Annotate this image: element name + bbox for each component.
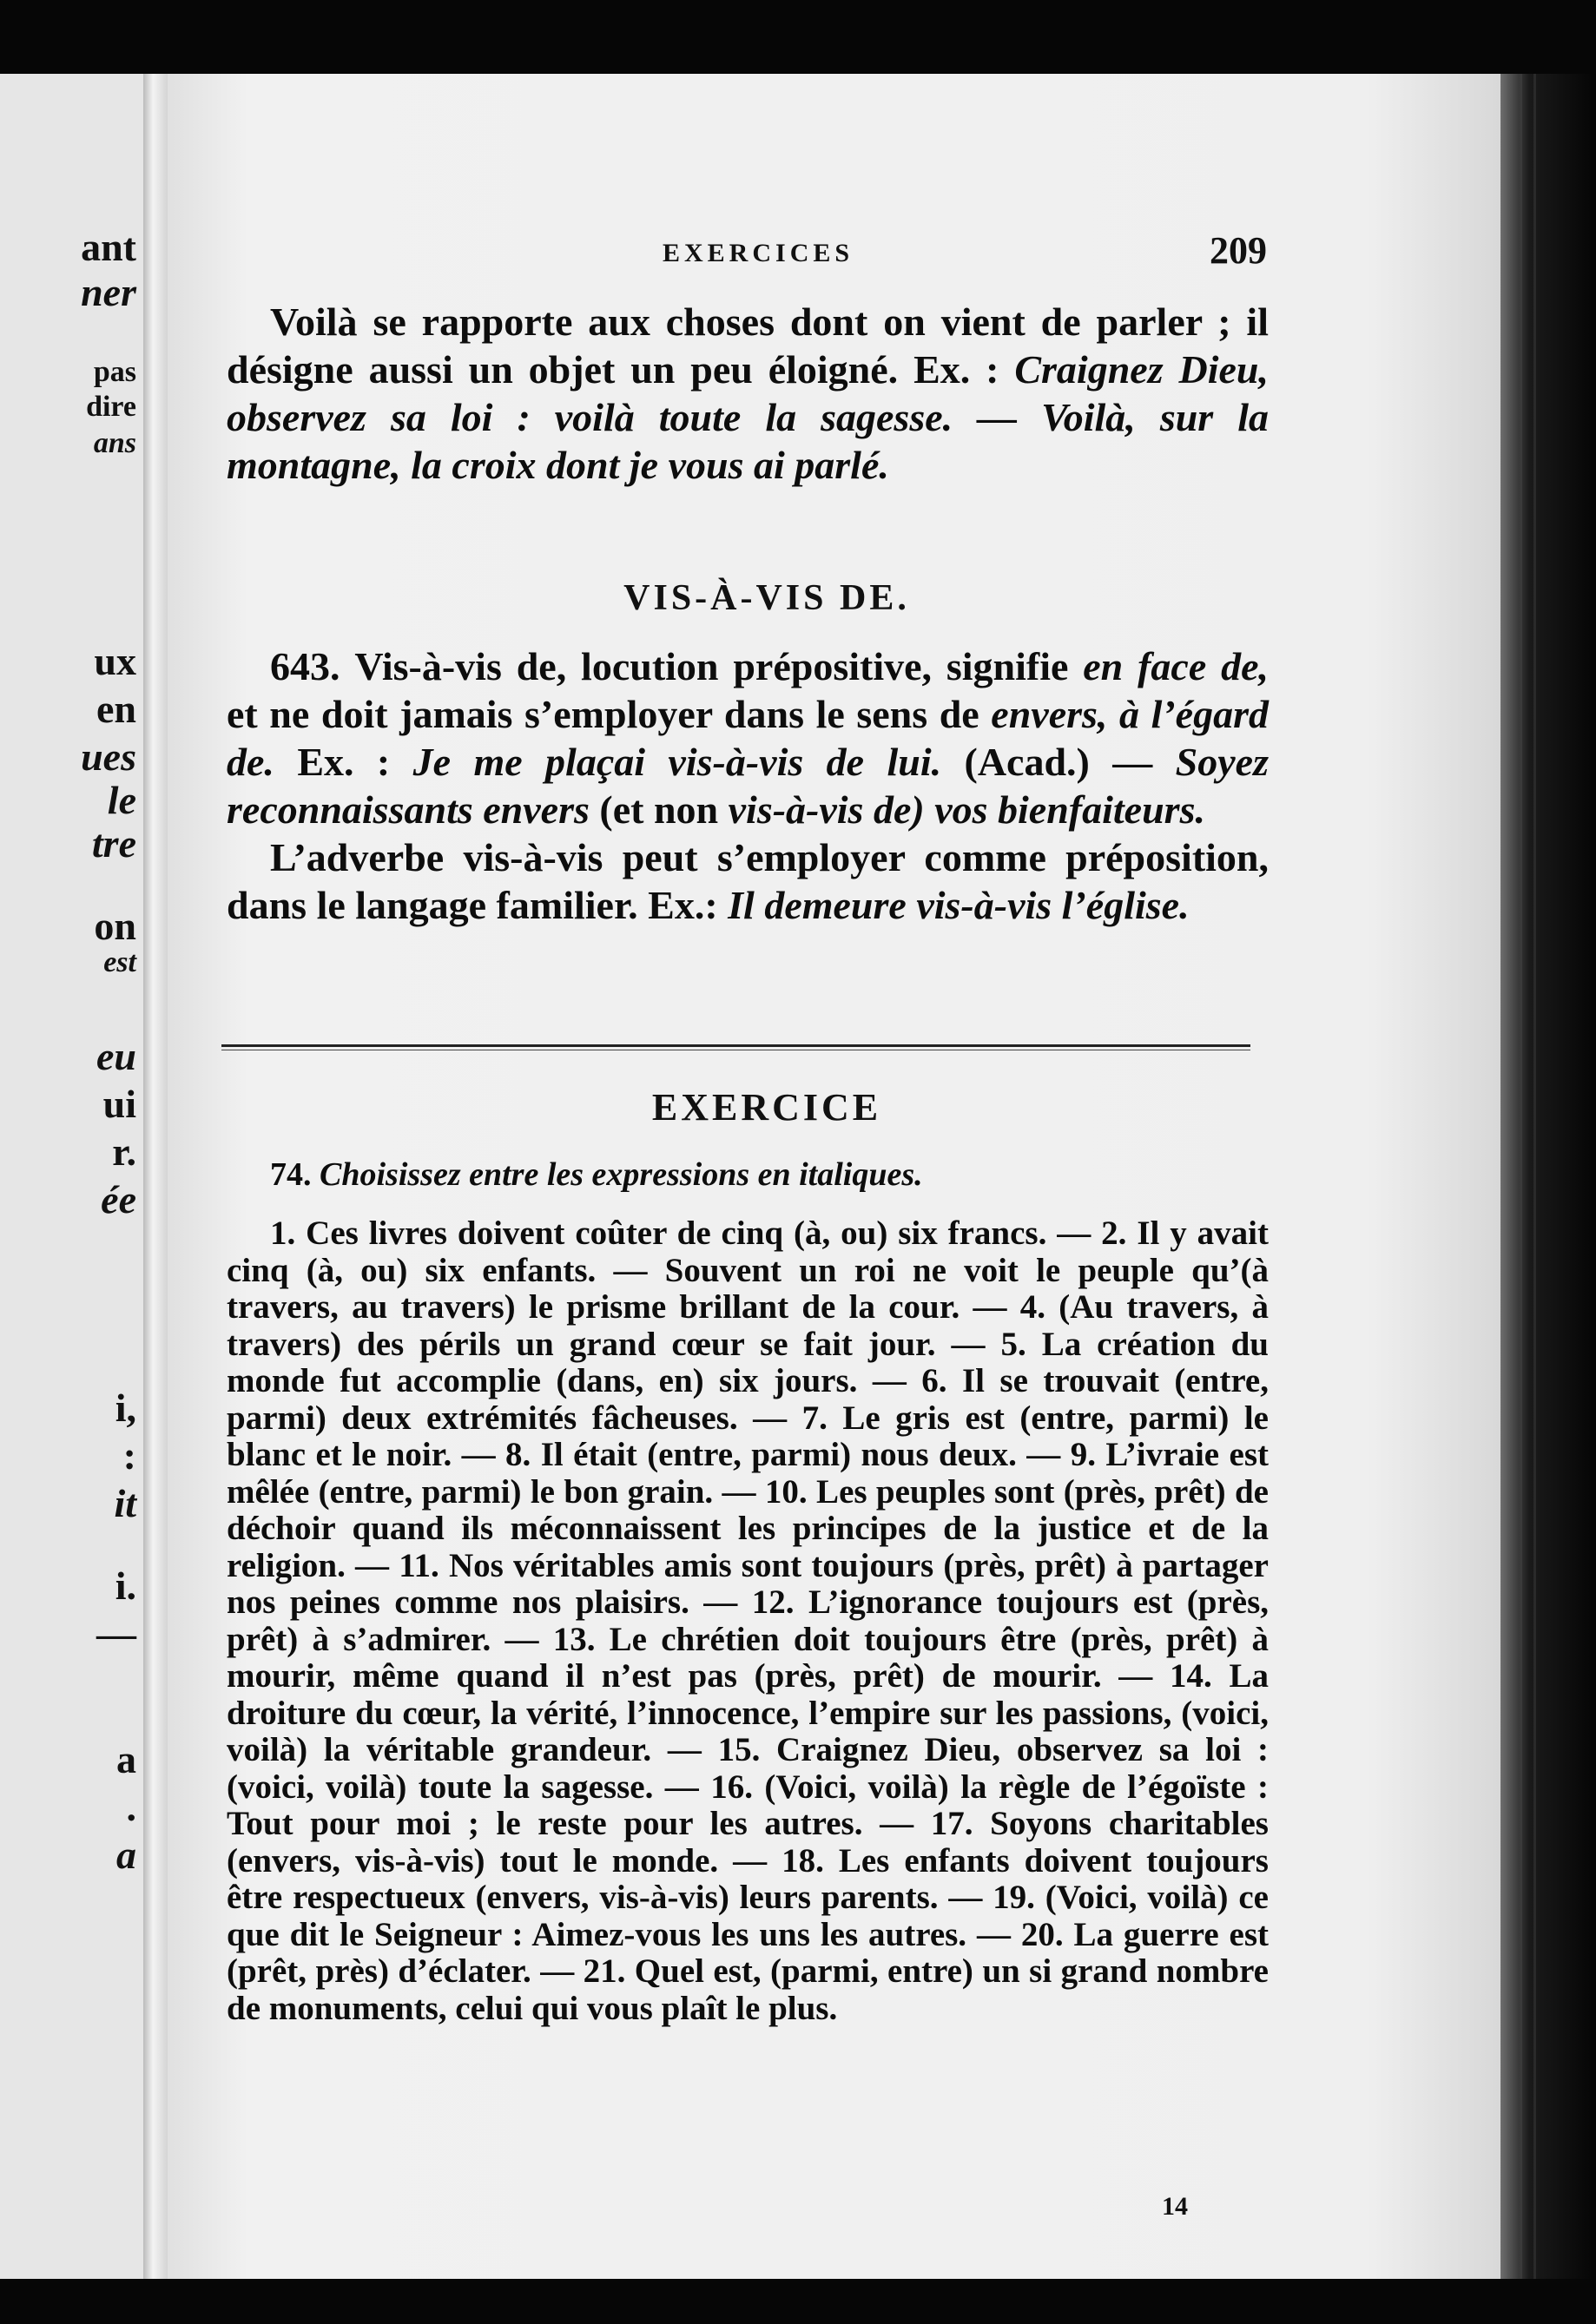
left-page-fragment: tre	[91, 821, 136, 866]
left-page-fragment: i.	[115, 1564, 136, 1608]
section-heading: VIS-À-VIS DE.	[623, 578, 910, 618]
section-em-4: Soyez reconnaissants envers	[227, 740, 1269, 832]
intro-text: se rapporte aux choses dont on vient de parler ; il désigne aussi un objet un peu éloigné. Ex. :	[227, 300, 1269, 392]
section-text-3: Ex. :	[274, 740, 413, 784]
exercise-body: 1. Ces livres doivent coûter de cinq (à, ou) six francs. — 2. Il y avait cinq (à, ou) six enfants. — Souvent un roi ne voit le peuple qu’(à travers, au travers) le prisme brillant de la cour. — 4. (Au travers, à travers) des périls un grand cœur se fait jour. — 5. La création du monde fut accomplie (dans, en) six jours. — 6. Il se trouvait (entre, parmi) deux extrémités fâcheuses. — 7. Le gris est (entre, parmi) le blanc et le noir. — 8. Il était (entre, parmi) nous deux. — 9. L’ivraie est mêlée (entre, parmi) le bon grain. — 10. Les peuples sont (près, prêt) de déchoir quand ils méconnaissent les principes de la justice et de la religion. — 11. Nos véritables amis sont toujours (près, prêt) à partager nos peines comme nos plaisirs. — 12. L’ignorance toujours est (près, prêt) à s’admirer. — 13. Le chrétien doit toujours être (près, prêt) à mourir, même quand il n’est pas (près, prêt) de mourir. — 14. La droiture du cœur, la vérité, l’innocence, l’empire sur les passions, (voici, voilà) la véritable grandeur. — 15. Craignez Dieu, observez sa loi : (voici, voilà) toute la sagesse. — 16. (Voici, voilà) la règle de l’égoïste : Tout pour moi ; le reste pour les autres. — 17. Soyons charitables (envers, vis-à-vis) tout le monde. — 18. Les enfants doivent toujours être respectueux (envers, vis-à-vis) leurs parents. — 19. (Voici, voilà) ce que dit le Seigneur : Aimez-vous les uns les autres. — 20. La guerre est (prêt, près) d’éclater. — 21. Quel est, (parmi, entre) un si grand nombre de monuments, celui qui vous plaît le plus.	[227, 1215, 1269, 2027]
right-page-edge	[1500, 74, 1596, 2279]
exercise-number: 74.	[270, 1156, 312, 1193]
section-number: 643.	[270, 644, 340, 688]
exercise-heading: EXERCICE	[651, 1086, 882, 1129]
section-em-2: envers, à l’égard de.	[227, 692, 1269, 784]
section-em-1: en face de,	[1083, 644, 1270, 688]
adverb-paragraph	[227, 833, 1269, 929]
left-page-fragment: ues	[81, 734, 136, 779]
exercise-block	[227, 1155, 1269, 2027]
section-lead: Vis-à-vis de,	[354, 644, 567, 688]
intro-lead: Voilà	[270, 300, 358, 344]
left-page-fragment: ui	[102, 1082, 136, 1126]
left-page-fragment: .	[126, 1785, 136, 1829]
left-page-fragment: en	[96, 687, 136, 731]
left-page-fragment: eu	[96, 1034, 136, 1078]
left-page-fragment: ner	[81, 270, 136, 314]
left-page-fragment: on	[94, 904, 136, 948]
intro-paragraph	[227, 298, 1269, 489]
section-em-6: vos bienfaiteurs.	[934, 787, 1205, 832]
adverb-text-1: L’adverbe	[270, 835, 464, 879]
section-rule-top	[221, 1044, 1250, 1047]
exercise-instruction	[227, 1155, 1269, 1195]
left-page-fragment: ée	[101, 1177, 136, 1221]
left-page-fragment: dire	[86, 391, 136, 423]
left-page-fragment: it	[114, 1481, 136, 1525]
left-page-fragment: le	[107, 778, 136, 822]
left-page-fragment: ant	[81, 225, 136, 269]
left-page-fragment: i,	[115, 1386, 136, 1430]
left-page-fragment: —	[96, 1611, 136, 1656]
intro-paragraph-block	[227, 298, 1269, 489]
signature-folio: 14	[1162, 2192, 1188, 2221]
left-page-fragment: r.	[112, 1129, 136, 1174]
adverb-text-2: peut s’employer comme préposition, dans le langage familier. Ex.:	[227, 835, 1269, 927]
section-text-5: (et non	[589, 787, 729, 832]
section-em-5: vis-à-vis de)	[728, 787, 925, 832]
section-paragraph	[227, 642, 1269, 833]
section-text-2: et ne doit jamais s’employer dans le sens de	[227, 692, 992, 736]
section-text-6	[925, 787, 935, 832]
left-page-fragment: a	[116, 1737, 136, 1781]
left-page-fragment: pas	[93, 356, 136, 388]
page-number: 209	[1210, 229, 1267, 272]
left-page-fragment: ans	[93, 427, 136, 459]
book-page	[168, 74, 1500, 2279]
section-paragraph-block	[227, 642, 1269, 929]
adverb-lead: vis-à-vis	[463, 835, 603, 879]
gutter	[143, 74, 168, 2279]
left-page-fragment: est	[103, 946, 136, 978]
section-em-3: Je me plaçai vis-à-vis de lui.	[412, 740, 942, 784]
running-head: EXERCICES	[663, 239, 854, 267]
section-text-4: (Acad.) —	[941, 740, 1176, 784]
left-page-fragment: a	[116, 1833, 136, 1877]
left-page-edge	[0, 74, 143, 2279]
adverb-em: Il demeure vis-à-vis l’église.	[728, 883, 1190, 927]
exercise-instruction-text: Choisissez entre les expressions en italiques.	[320, 1156, 923, 1193]
section-text-1: locution prépositive, signifie	[566, 644, 1084, 688]
intro-example: Craignez Dieu, observez sa loi : voilà toute la sagesse. — Voilà, sur la montagne, la croix dont je vous ai parlé.	[227, 347, 1269, 487]
left-page-fragment: :	[122, 1433, 136, 1478]
left-page-fragment: ux	[94, 639, 136, 683]
